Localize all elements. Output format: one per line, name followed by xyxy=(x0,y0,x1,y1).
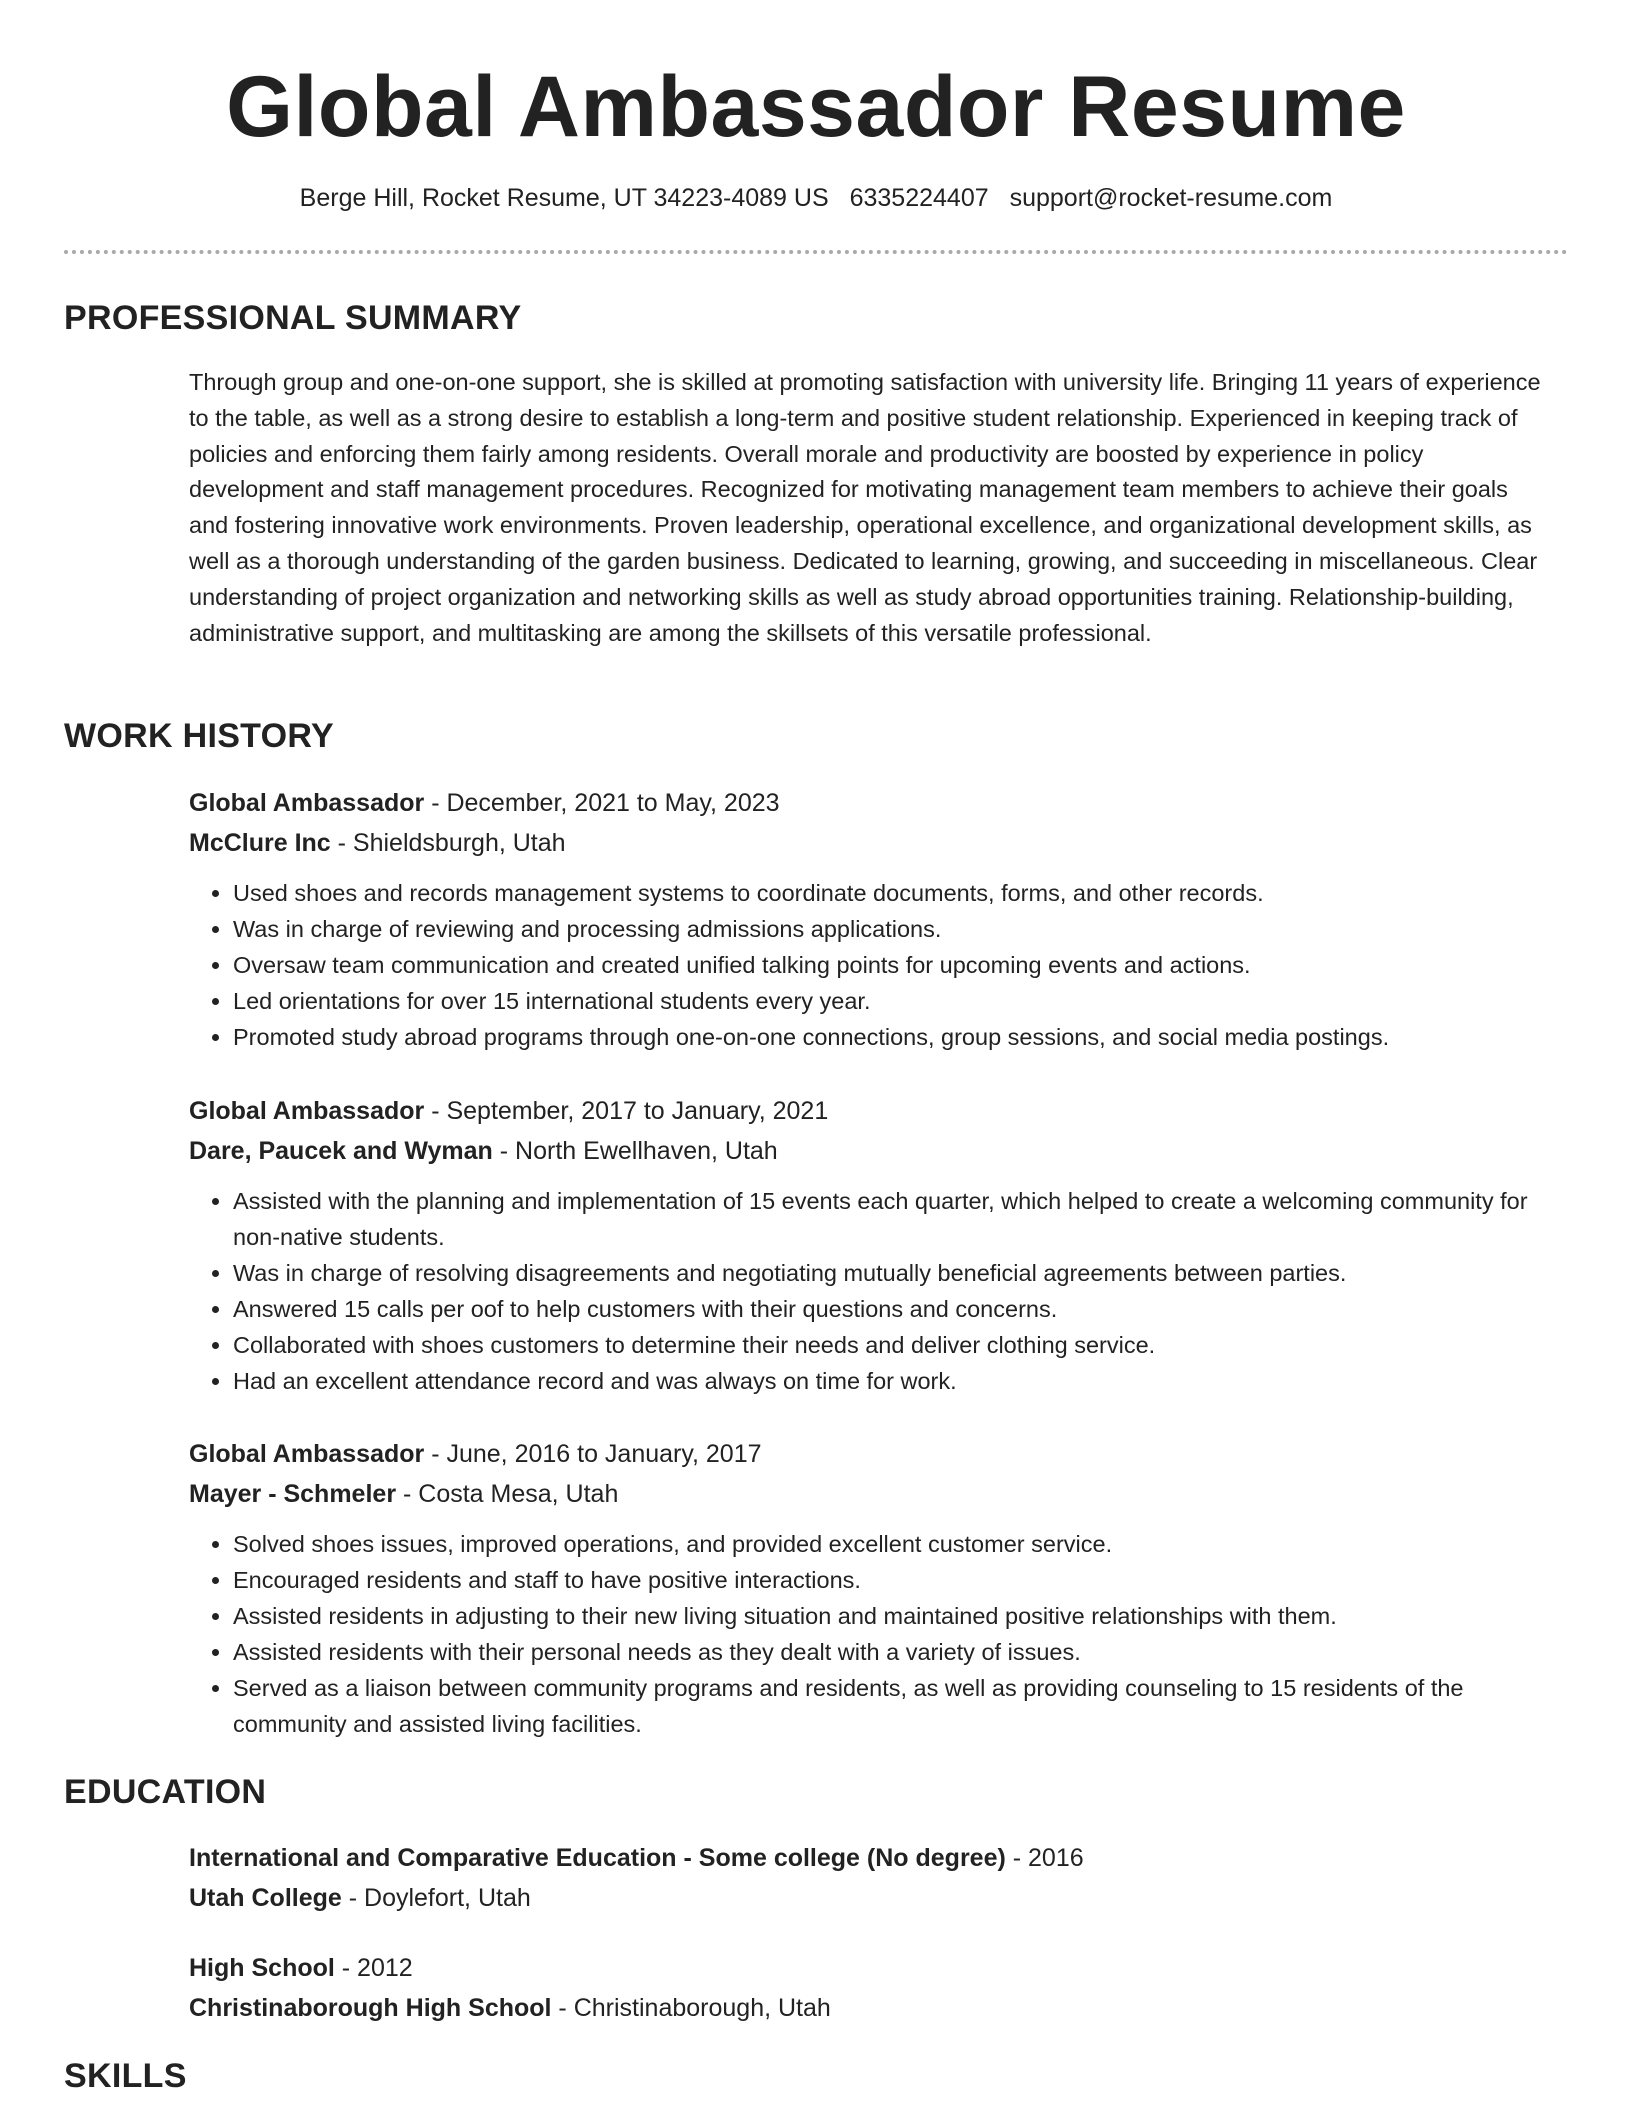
section-heading-skills: SKILLS xyxy=(64,2057,187,2095)
resume-title: Global Ambassador Resume xyxy=(226,59,1406,155)
degree-line xyxy=(189,1948,1559,1988)
degree-name: International and Comparative Education - Some college (No degree) xyxy=(189,1844,1006,1872)
contact-email: support@rocket-resume.com xyxy=(1009,184,1333,212)
school-location: - Doylefort, Utah xyxy=(341,1884,531,1912)
contact-phone: 6335224407 xyxy=(849,184,989,212)
degree-year: - 2012 xyxy=(334,1954,413,1982)
job-dates: - September, 2017 to January, 2021 xyxy=(424,1097,829,1125)
section-heading-work: WORK HISTORY xyxy=(64,717,334,755)
company-name: Dare, Paucek and Wyman xyxy=(189,1137,493,1165)
degree-name: High School xyxy=(189,1954,335,1982)
list-item: • Oversaw team communication and created unified talking points for upcoming events and actions. xyxy=(233,947,1559,983)
job-title-line xyxy=(189,1091,1559,1131)
company-name: Mayer - Schmeler xyxy=(189,1480,397,1508)
school-name: Christinaborough High School xyxy=(189,1994,552,2022)
company-location: - Shieldsburgh, Utah xyxy=(330,829,566,857)
company-name: McClure Inc xyxy=(189,829,331,857)
list-item: • Led orientations for over 15 international students every year. xyxy=(233,983,1559,1019)
company-line xyxy=(189,1474,1559,1514)
list-item: • Assisted residents in adjusting to their new living situation and maintained positive relationships with them. xyxy=(233,1598,1559,1634)
job-bullets xyxy=(189,1183,1559,1399)
job-title: Global Ambassador xyxy=(189,1097,425,1125)
list-item: • Answered 15 calls per oof to help customers with their questions and concerns. xyxy=(233,1291,1559,1327)
job-dates: - December, 2021 to May, 2023 xyxy=(424,789,780,817)
degree-line xyxy=(189,1838,1559,1878)
list-item: • Assisted residents with their personal needs as they dealt with a variety of issues. xyxy=(233,1634,1559,1670)
list-item: • Promoted study abroad programs through one-on-one connections, group sessions, and social media postings. xyxy=(233,1019,1559,1055)
job-title-line xyxy=(189,1434,1559,1474)
list-item: • Used shoes and records management systems to coordinate documents, forms, and other records. xyxy=(233,875,1559,911)
school-line xyxy=(189,1988,1559,2028)
summary-paragraph: Through group and one-on-one support, she is skilled at promoting satisfaction with university life. Bringing 11 years of experience to the table, as well as a strong desire to establish a long-term and positive student relationship. Experienced in keeping track of policies and enforcing them fairly among residents. Overall morale and productivity are boosted by experience in policy development and staff management procedures. Recognized for motivating management team members to achieve their goals and fostering innovative work environments. Proven leadership, operational excellence, and organizational development skills, as well as a thorough understanding of the garden business. Dedicated to learning, growing, and succeeding in miscellaneous. Clear understanding of project organization and networking skills as well as study abroad opportunities training. Relationship-building, administrative support, and multitasking are among the skillsets of this versatile professional. xyxy=(189,369,1541,646)
list-item: • Solved shoes issues, improved operations, and provided excellent customer service. xyxy=(233,1526,1559,1562)
list-item: • Collaborated with shoes customers to determine their needs and deliver clothing service. xyxy=(233,1327,1559,1363)
job-dates: - June, 2016 to January, 2017 xyxy=(424,1440,762,1468)
education-entry xyxy=(189,1838,1559,1918)
job-bullets xyxy=(189,875,1559,1055)
header-divider xyxy=(64,250,1568,254)
work-entry xyxy=(189,1091,1559,1399)
company-line xyxy=(189,823,1559,863)
list-item: • Was in charge of resolving disagreements and negotiating mutually beneficial agreements between parties. xyxy=(233,1255,1559,1291)
work-entry xyxy=(189,1434,1559,1742)
list-item: • Had an excellent attendance record and was always on time for work. xyxy=(233,1363,1559,1399)
school-name: Utah College xyxy=(189,1884,342,1912)
list-item: • Assisted with the planning and implementation of 15 events each quarter, which helped to create a welcoming community for non-native students. xyxy=(233,1183,1559,1255)
job-title-line xyxy=(189,783,1559,823)
work-entry xyxy=(189,783,1559,1055)
company-line xyxy=(189,1131,1559,1171)
degree-year: - 2016 xyxy=(1005,1844,1084,1872)
job-bullets xyxy=(189,1526,1559,1742)
contact-line xyxy=(0,180,1632,216)
list-item: • Encouraged residents and staff to have positive interactions. xyxy=(233,1562,1559,1598)
list-item: • Served as a liaison between community programs and residents, as well as providing counseling to 15 residents of the community and assisted living facilities. xyxy=(233,1670,1559,1742)
job-title: Global Ambassador xyxy=(189,789,425,817)
school-line xyxy=(189,1878,1559,1918)
school-location: - Christinaborough, Utah xyxy=(551,1994,831,2022)
section-heading-education: EDUCATION xyxy=(64,1773,267,1811)
list-item: • Was in charge of reviewing and processing admissions applications. xyxy=(233,911,1559,947)
contact-address: Berge Hill, Rocket Resume, UT 34223-4089 US xyxy=(299,184,829,212)
job-title: Global Ambassador xyxy=(189,1440,425,1468)
section-heading-summary: PROFESSIONAL SUMMARY xyxy=(64,299,522,337)
company-location: - Costa Mesa, Utah xyxy=(396,1480,619,1508)
company-location: - North Ewellhaven, Utah xyxy=(492,1137,778,1165)
education-entry xyxy=(189,1948,1559,2028)
